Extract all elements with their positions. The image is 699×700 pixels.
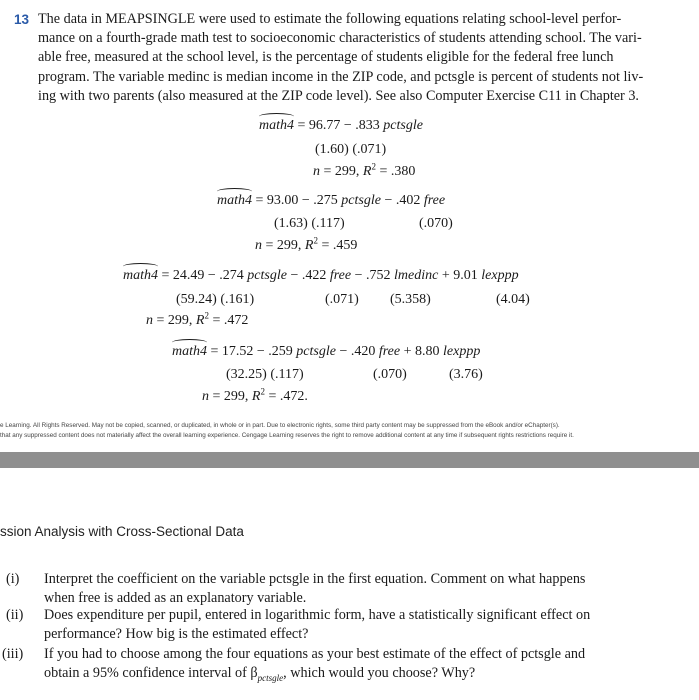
problem-line: mance on a fourth-grade math test to socioeconomic characteristics of students attending school. The vari-: [38, 30, 642, 47]
question-text: Does expenditure per pupil, entered in logarithmic form, have a statistically significant effect on: [44, 607, 591, 623]
equation-3-std-error-lexppp: (4.04): [496, 292, 530, 307]
copyright-line: e Learning. All Rights Reserved. May not be copied, scanned, or duplicated, in whole or in part. Due to electronic rights, some third party content may be suppressed from the eBook and/or eChapter(s).: [0, 422, 560, 429]
question-text: Interpret the coefficient on the variable pctsgle in the first equation. Comment on what happens: [44, 571, 586, 587]
equation-4: math4 = 17.52 − .259 pctsgle − .420 free + 8.80 lexppp: [172, 344, 481, 359]
question-label: (iii): [2, 646, 24, 662]
equation-2-std-error-free: (.070): [419, 216, 453, 231]
problem-number: 13: [14, 12, 30, 27]
equation-4-stats: n = 299, $R^2 = .472$.: [202, 386, 308, 404]
equation-3-stats: n = 299, $R^2 = .472$: [146, 310, 249, 328]
equation-3-std-error-free: (.071): [325, 292, 359, 307]
equation-4-std-errors: (32.25) (.117): [226, 367, 304, 382]
equation-lhs: math4: [259, 118, 294, 133]
equation-1-stats: n = 299, $R^2 = .380$: [313, 161, 416, 179]
problem-line: able free, measured at the school level, is the percentage of students eligible for the federal free lunch: [38, 49, 614, 66]
question-label: (i): [6, 571, 20, 587]
equation-4-std-error-free: (.070): [373, 367, 407, 382]
equation-lhs: math4: [172, 344, 207, 359]
equation-2: math4 = 93.00 − .275 pctsgle − .402 free: [217, 193, 446, 208]
equation-term: pctsgle: [383, 118, 423, 133]
equation-4-std-error-lexppp: (3.76): [449, 367, 483, 382]
equation-1-std-errors: (1.60) (.071): [315, 142, 387, 157]
question-text: If you had to choose among the four equations as your best estimate of the effect of pctsgle and: [44, 646, 586, 662]
equation-lhs: math4: [217, 193, 252, 208]
equation-2-stats: n = 299, $R^2 = .459$: [255, 235, 358, 253]
question-text: obtain a 95% confidence interval of $\beta_{pctsgle}$, which would you choose? Why?: [44, 665, 476, 683]
equation-lhs: math4: [123, 268, 158, 283]
equation-2-std-errors: (1.63) (.117): [274, 216, 345, 231]
equation-3: math4 = 24.49 − .274 pctsgle − .422 free − .752 lmedinc + 9.01 lexppp: [123, 268, 519, 283]
problem-line: program. The variable medinc is median income in the ZIP code, and pctsgle is percent of students not liv-: [38, 68, 644, 85]
problem-line: ing with two parents (also measured at the ZIP code level). See also Computer Exercise C11 in Chapter 3.: [38, 87, 639, 104]
copyright-line: that any suppressed content does not materially affect the overall learning experience. Cengage Learning reserves the right to remove additional content at any time if subsequent rights restrictions require it.: [0, 432, 574, 439]
question-text: performance? How big is the estimated effect?: [44, 626, 309, 642]
equation-rhs: = 96.77 − .833: [297, 118, 384, 133]
equation-3-std-error-lmedinc: (5.358): [390, 292, 431, 307]
page-break-band: [0, 452, 699, 468]
equation-1: [259, 118, 423, 134]
chapter-header: ssion Analysis with Cross-Sectional Data: [0, 524, 244, 539]
problem-statement: [14, 10, 666, 106]
problem-line: The data in MEAPSINGLE were used to estimate the following equations relating school-level perfor-: [38, 11, 622, 27]
question-label: (ii): [6, 607, 24, 623]
equation-3-std-errors: (59.24) (.161): [176, 292, 255, 307]
question-text: when free is added as an explanatory variable.: [44, 590, 307, 606]
